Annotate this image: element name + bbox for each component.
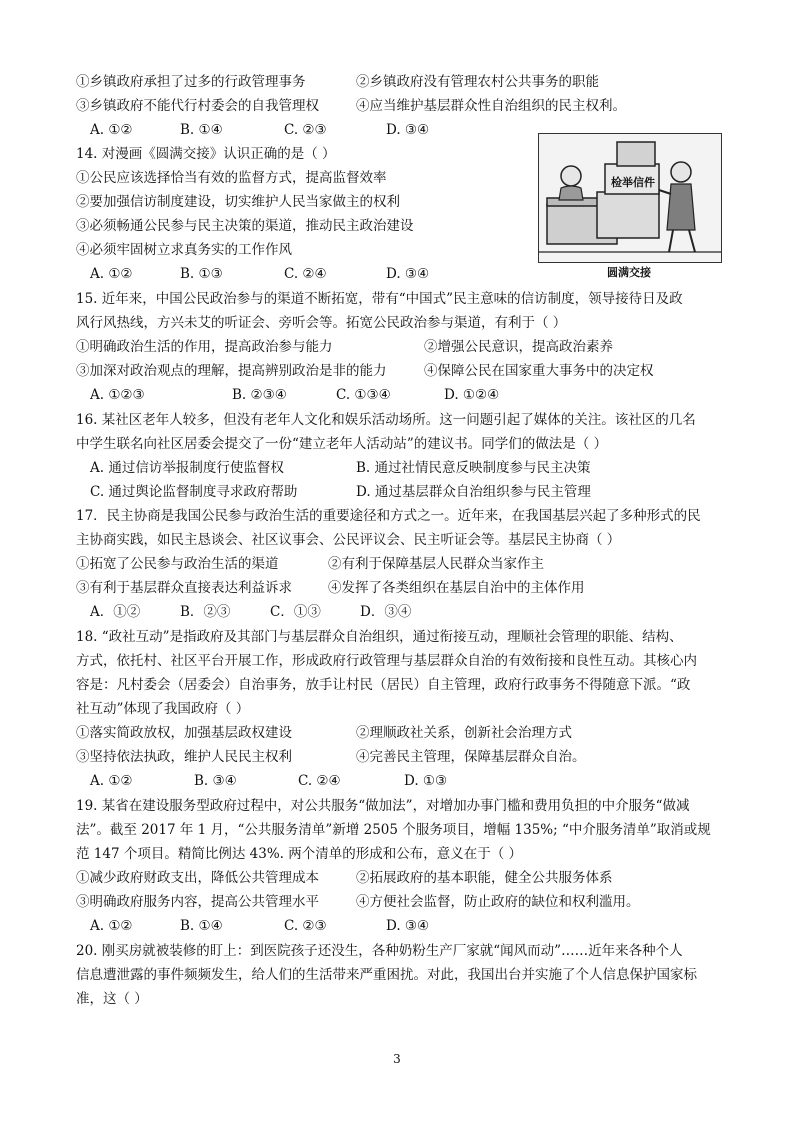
q13-statement-2: ②乡镇政府没有管理农村公共事务的职能 [356,74,599,90]
q20-stem-line-3: 准，这（ ） [76,991,148,1007]
q13-statement-4: ④应当维护基层群众性自治组织的民主权利。 [356,98,626,114]
q18-option-b: B. ③④ [194,773,237,789]
q15-stem-line-1: 15. 近年来，中国公民政治参与的渠道不断拓宽，带有“中国式”民主意味的信访制度，领导接待日及政 [76,291,683,307]
q15-option-b: B. ②③④ [232,387,287,403]
q18-option-d: D. ①③ [404,773,448,789]
q13-option-b: B. ①④ [180,122,223,138]
q19-stem-line-3: 范 147 个项目。精简比例达 43%. 两个清单的形成和公布，意义在于（ ） [76,846,523,862]
q17-statement-3: ③有利于基层群众直接表达利益诉求 [76,580,292,596]
q14-option-d: D. ③④ [386,266,430,282]
q18-stem-line-1: 18. “政社互动”是指政府及其部门与基层群众自治组织，通过衔接互动，理顺社会管理的职能、结构、 [76,629,683,645]
q19-statement-3: ③明确政府服务内容，提高公共管理水平 [76,894,319,910]
q17-stem-line-1: 17．民主协商是我国公民参与政治生活的重要途径和方式之一。近年来，在我国基层兴起了多种形式的民 [76,508,701,524]
q17-option-b: B．②③ [180,604,231,620]
q15-statement-2: ②增强公民意识，提高政治素养 [424,339,613,355]
q16-option-a: A. 通过信访举报制度行使监督权 [90,460,284,476]
cartoon-caption: 圆满交接 [607,266,651,279]
q15-statement-1: ①明确政治生活的作用，提高政治参与能力 [76,339,333,355]
q14-statement-3: ③必须畅通公民参与民主决策的渠道，推动民主政治建设 [76,218,414,234]
q13-statement-3: ③乡镇政府不能代行村委会的自我管理权 [76,98,319,114]
q13-option-c: C. ②③ [284,122,327,138]
q19-option-c: C. ②③ [284,918,327,934]
q14-statement-2: ②要加强信访制度建设，切实维护人民当家做主的权利 [76,194,400,210]
q14-statement-4: ④必须牢固树立求真务实的工作作风 [76,242,292,258]
q17-statement-4: ④发挥了各类组织在基层自治中的主体作用 [328,580,585,596]
q14-statement-1: ①公民应该选择恰当有效的监督方式，提高监督效率 [76,170,387,186]
cartoon-box-label: 检举信件 [611,176,655,189]
q17-option-a: A．①② [90,604,141,620]
q19-statement-2: ②拓展政府的基本职能，健全公共服务体系 [356,870,613,886]
q18-statement-2: ②理顺政社关系，创新社会治理方式 [356,725,572,741]
q18-stem-line-2: 方式，依托村、社区平台开展工作，形成政府行政管理与基层群众自治的有效衔接和良性互动。其核心内 [76,653,697,669]
cartoon-illustration [538,133,722,263]
q18-statement-3: ③坚持依法执政，维护人民民主权利 [76,749,292,765]
q19-option-d: D. ③④ [386,918,430,934]
q14-option-c: C. ②④ [284,266,327,282]
q19-option-b: B. ①④ [180,918,223,934]
q13-statement-1: ①乡镇政府承担了过多的行政管理事务 [76,74,306,90]
q19-statement-4: ④方便社会监督，防止政府的缺位和权利滥用。 [356,894,640,910]
q14-stem: 14. 对漫画《圆满交接》认识正确的是（ ） [76,146,336,162]
q17-option-c: C．①③ [270,604,321,620]
q16-option-b: B. 通过社情民意反映制度参与民主决策 [356,460,591,476]
q18-statement-4: ④完善民主管理，保障基层群众自治。 [356,749,586,765]
q19-option-a: A. ①② [90,918,133,934]
q15-statement-3: ③加深对政治观点的理解，提高辨别政治是非的能力 [76,363,387,379]
q13-option-d: D. ③④ [386,122,430,138]
q19-stem-line-1: 19. 某省在建设服务型政府过程中，对公共服务“做加法”，对增加办事门槛和费用负担的中介服务“做减 [76,798,690,814]
q16-option-c: C. 通过舆论监督制度寻求政府帮助 [90,484,298,500]
cartoon-drawing [539,134,721,262]
q14-option-b: B. ①③ [180,266,223,282]
q18-statement-1: ①落实简政放权，加强基层政权建设 [76,725,292,741]
q17-option-d: D．③④ [360,604,412,620]
q16-stem-line-2: 中学生联名向社区居委会提交了一份“建立老年人活动站”的建议书。同学们的做法是（ ） [76,436,608,452]
q13-option-a: A. ①② [90,122,133,138]
q15-option-a: A. ①②③ [90,387,145,403]
q19-statement-1: ①减少政府财政支出，降低公共管理成本 [76,870,319,886]
q15-option-d: D. ①②④ [444,387,500,403]
q18-stem-line-3: 容是：凡村委会（居委会）自治事务，放手让村民（居民）自主管理，政府行政事务不得随意下派。“政 [76,677,691,693]
q17-stem-line-2: 主协商实践，如民主恳谈会、社区议事会、公民评议会、民主听证会等。基层民主协商（ ） [76,532,621,548]
q15-statement-4: ④保障公民在国家重大事务中的决定权 [424,363,654,379]
q20-stem-line-1: 20. 刚买房就被装修的盯上：到医院孩子还没生，各种奶粉生产厂家就“闻风而动”……近年来各种个人 [76,943,683,959]
q19-stem-line-2: 法”。截至 2017 年 1 月，“公共服务清单”新增 2505 个服务项目，增幅 135%; “中介服务清单”取消或规 [76,822,711,838]
q18-option-a: A. ①② [90,773,133,789]
q20-stem-line-2: 信息遭泄露的事件频频发生，给人们的生活带来严重困扰。对此，我国出台并实施了个人信息保护国家标 [76,967,697,983]
q16-stem-line-1: 16. 某社区老年人较多，但没有老年人文化和娱乐活动场所。这一问题引起了媒体的关注。该社区的几名 [76,412,696,428]
q17-statement-1: ①拓宽了公民参与政治生活的渠道 [76,556,279,572]
page-number: 3 [393,1052,401,1066]
q17-statement-2: ②有利于保障基层人民群众当家作主 [328,556,544,572]
q18-option-c: C. ②④ [298,773,341,789]
q14-option-a: A. ①② [90,266,133,282]
q15-option-c: C. ①③④ [336,387,391,403]
q15-stem-line-2: 风行风热线，方兴未艾的听证会、旁听会等。拓宽公民政治参与渠道，有利于（ ） [76,315,567,331]
q18-stem-line-4: 社互动”体现了我国政府（ ） [76,701,250,717]
q16-option-d: D. 通过基层群众自治组织参与民主管理 [356,484,591,500]
